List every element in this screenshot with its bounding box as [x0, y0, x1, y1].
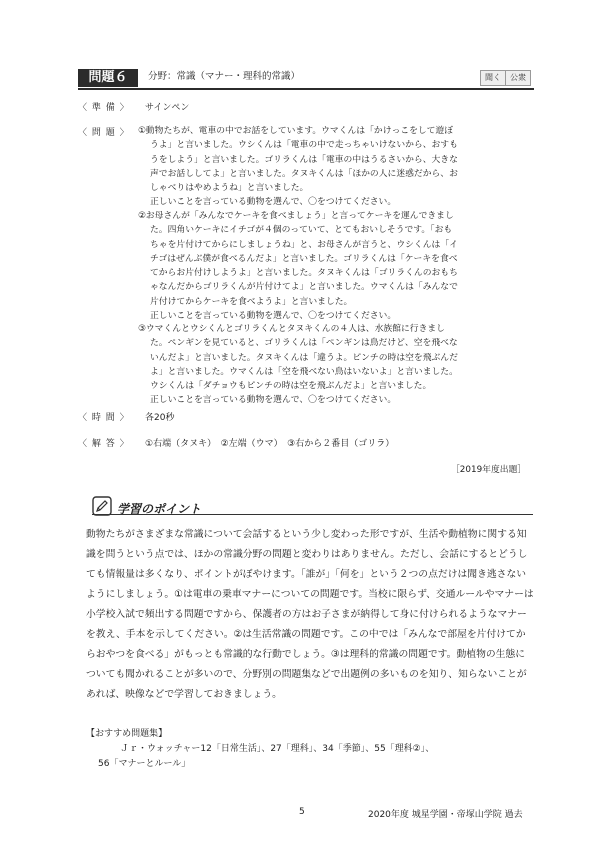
question-badge: 問題６ [78, 69, 138, 87]
point-title: 学習のポイント [117, 502, 202, 516]
question-line: ウシくんは「ダチョウもピンチの時は空を飛ぶんだよ」と言いました。 [150, 381, 432, 392]
question-instruction: 正しいことを言っている動物を選んで、〇をつけてください。 [150, 311, 397, 322]
question-line: しゃべりはやめようね」と言いました。 [150, 183, 309, 194]
prep-value: サインペン [145, 103, 190, 113]
question-line: 片付けてからケーキを食べようよ」と言いました。 [150, 296, 353, 307]
page-number: 5 [299, 807, 305, 817]
footer-title: 2020年度 城星学園・帝塚山学院 過去 [368, 810, 523, 820]
question-line: チゴはぜんぶ僕が食べるんだよ」と言いました。ゴリラくんは「ケーキを食べ [150, 253, 458, 264]
question-line: うよ」と言いました。ウシくんは「電車の中で走っちゃいけないから、おすも [150, 140, 458, 151]
question-line: た。四角いケーキにイチゴが４個のっていて、とてもおいしそうです。「おも [150, 225, 453, 236]
recommend-heading: 【おすすめ問題集】 [86, 729, 168, 739]
point-body: 動物たちがさまざまな常識について会話するという少し変わった形ですが、生活や動植物に関する知識を問うという点では、ほかの常識分野の問題と変わりはありません。ただし、会話にするとどうしても情報量は多くなり、ポイントがぼやけます。「誰が」「何を」という２つの点だけは聞き逃さないようにしましょう。①は電車の乗車マナーについての問題です。当校に限らず、交通ルールやマナーは小学校入試で頻出する問題ですから、保護者の方はお子さまが納得して身に付けられるようなマナーを教え、手本を示してください。②は生活常識の問題です。この中では「みんなで部屋を片付けてからおやつを食べる」がもっとも常識的な行動でしょう。③は理科的常識の問題です。動植物の生態についても聞かれることが多いので、分野別の問題集などで出題例の多いものを知り、知らないことがあれば、映像などで学習しておきましょう。 [86, 529, 534, 700]
question-line: ゃなんだからゴリラくんが片付けてよ」と言いました。ウマくんは「みんなで [150, 282, 458, 293]
recommend-line: Ｊｒ・ウォッチャー12「日常生活」、27「理科」、34「季節」、55「理科②」、 [120, 744, 435, 754]
field-label: 分野：常識（マナー・理科的常識） [148, 71, 301, 82]
category-tags [480, 70, 531, 86]
question-line: ③ウマくんとウシくんとゴリラくんとタヌキくんの４人は、水族館に行きまし [138, 324, 445, 334]
question-instruction: 正しいことを言っている動物を選んで、〇をつけてください。 [150, 395, 397, 406]
question-line: た。ペンギンを見ていると、ゴリラくんは「ペンギンは鳥だけど、空を飛べな [150, 338, 458, 349]
tag-public: 公衆 [505, 71, 530, 85]
header-rule [78, 88, 534, 90]
time-value: 各20秒 [145, 413, 175, 423]
point-rule [92, 514, 533, 515]
answer-label: 〈 解 答 〉 [78, 439, 130, 449]
question-line: ①動物たちが、電車の中でお話をしています。ウマくんは「かけっこをして遊ぼ [138, 126, 454, 136]
year-note: ［2019年度出題］ [451, 465, 527, 475]
question-label: 〈 問 題 〉 [78, 128, 130, 138]
question-instruction: 正しいことを言っている動物を選んで、〇をつけてください。 [150, 197, 397, 208]
question-item-3 [138, 322, 458, 408]
question-item-2 [138, 209, 458, 323]
question-line: うをしよう」と言いました。ゴリラくんは「電車の中はうるさいから、大きな [150, 154, 458, 165]
tag-listen: 聞く [485, 73, 501, 82]
question-line: 声でお話ししてよ」と言いました。タヌキくんは「ほかの人に迷惑だから、お [150, 168, 458, 179]
prep-label: 〈 準 備 〉 [78, 103, 130, 113]
pencil-icon [92, 496, 112, 516]
question-line: いんだよ」と言いました。タヌキくんは「違うよ。ピンチの時は空を飛ぶんだ [150, 352, 458, 363]
question-line: ②お母さんが「みんなでケーキを食べましょう」と言ってケーキを運んできまし [138, 211, 454, 221]
time-label: 〈 時 間 〉 [78, 413, 130, 423]
recommend-list [98, 742, 434, 772]
recommend-line: 56「マナーとルール」 [98, 759, 191, 769]
answer-value: ①右端（タヌキ） ②左端（ウマ） ③右から２番目（ゴリラ） [145, 439, 395, 449]
question-item-1 [138, 124, 458, 210]
question-line: ちゃを片付けてからにしましょうね」と、お母さんが言うと、ウシくんは「イ [150, 239, 458, 250]
question-line: よ」と言いました。ウマくんは「空を飛べない鳥はいないよ」と言いました。 [150, 366, 458, 377]
question-line: てからお片付けしようよ」と言いました。タヌキくんは「ゴリラくんのおもち [150, 268, 458, 279]
